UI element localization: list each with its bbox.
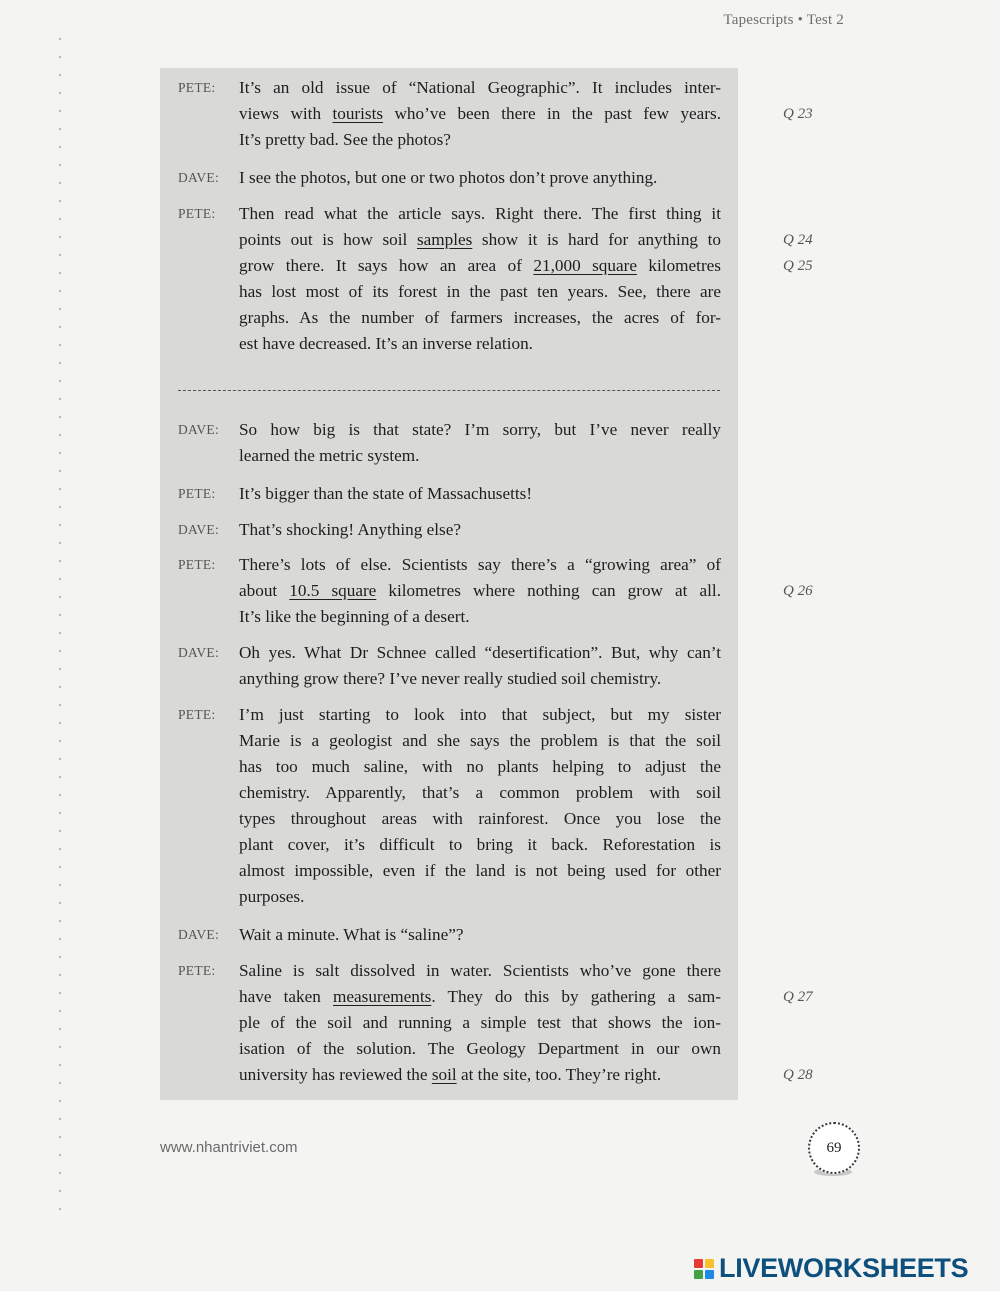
answer-underline: tourists bbox=[332, 104, 384, 123]
answer-underline: measurements bbox=[333, 987, 432, 1006]
question-reference: Q 27 bbox=[783, 989, 813, 1005]
liveworksheets-brand[interactable] bbox=[694, 1253, 968, 1284]
dashed-divider bbox=[178, 390, 720, 391]
text-line: Then read what the article says. Right there. The first thing it bbox=[239, 204, 721, 223]
text-segment: views with bbox=[239, 104, 333, 123]
speaker-label: PETE: bbox=[178, 963, 216, 978]
answer-underline: 21,000 square bbox=[533, 256, 637, 275]
answer-underline: soil bbox=[431, 1065, 457, 1084]
text-line: Marie is a geologist and she says the problem is that the soil bbox=[239, 731, 721, 750]
logo-square-blue bbox=[705, 1270, 714, 1279]
running-header: Tapescripts • Test 2 bbox=[723, 12, 844, 28]
text-line: That’s shocking! Anything else? bbox=[239, 520, 461, 539]
liveworksheets-logo-icon bbox=[694, 1259, 714, 1279]
text-line bbox=[239, 101, 721, 127]
footer-url: www.nhantriviet.com bbox=[160, 1139, 298, 1156]
text-segment: grow there. It says how an area of bbox=[239, 256, 534, 275]
text-line: plant cover, it’s difficult to bring it back. Reforestation is bbox=[239, 835, 721, 854]
speaker-label: DAVE: bbox=[178, 170, 220, 185]
text-segment: university has reviewed the bbox=[239, 1065, 432, 1084]
text-line: types throughout areas with rainforest. Once you lose the bbox=[239, 809, 721, 828]
text-line: ple of the soil and running a simple test that shows the ion- bbox=[239, 1013, 721, 1032]
text-line: I’m just starting to look into that subject, but my sister bbox=[239, 705, 721, 724]
text-line bbox=[239, 1062, 721, 1088]
question-reference: Q 23 bbox=[783, 106, 813, 122]
question-reference: Q 25 bbox=[783, 258, 813, 274]
text-segment: show it is hard for anything to bbox=[472, 230, 721, 249]
speaker-label: DAVE: bbox=[178, 927, 220, 942]
text-line: chemistry. Apparently, that’s a common problem with soil bbox=[239, 783, 721, 802]
text-segment: have taken bbox=[239, 987, 334, 1006]
text-segment: kilometres where nothing can grow at all. bbox=[376, 581, 722, 600]
text-line: has too much saline, with no plants helping to adjust the bbox=[239, 757, 721, 776]
answer-underline: 10.5 square bbox=[289, 581, 377, 600]
answer-underline: samples bbox=[416, 230, 473, 249]
text-segment: at the site, too. They’re right. bbox=[456, 1065, 662, 1084]
text-line: I see the photos, but one or two photos don’t prove anything. bbox=[239, 168, 658, 187]
text-segment: about bbox=[239, 581, 290, 600]
text-segment: . They do this by gathering a sam- bbox=[431, 987, 721, 1006]
speaker-label: DAVE: bbox=[178, 645, 220, 660]
text-segment: points out is how soil bbox=[239, 230, 417, 249]
text-line: has lost most of its forest in the past ten years. See, there are bbox=[239, 282, 721, 301]
page-number: 69 bbox=[826, 1139, 842, 1156]
text-line: anything grow there? I’ve never really studied soil chemistry. bbox=[239, 669, 662, 688]
text-line: So how big is that state? I’m sorry, but I’ve never really bbox=[239, 420, 721, 439]
speaker-label: PETE: bbox=[178, 80, 216, 95]
text-line bbox=[239, 227, 721, 253]
text-line: isation of the solution. The Geology Department in our own bbox=[239, 1039, 721, 1058]
logo-square-red bbox=[694, 1259, 703, 1268]
text-segment: who’ve been there in the past few years. bbox=[383, 104, 722, 123]
text-segment: kilometres bbox=[636, 256, 721, 275]
text-line: It’s pretty bad. See the photos? bbox=[239, 130, 451, 149]
text-line: It’s bigger than the state of Massachusetts! bbox=[239, 484, 533, 503]
speaker-label: PETE: bbox=[178, 557, 216, 572]
logo-square-yellow bbox=[705, 1259, 714, 1268]
text-line: learned the metric system. bbox=[239, 446, 420, 465]
text-line: Saline is salt dissolved in water. Scientists who’ve gone there bbox=[239, 961, 721, 980]
text-line: There’s lots of else. Scientists say there’s a “growing area” of bbox=[239, 555, 721, 574]
brand-name: LIVEWORKSHEETS bbox=[719, 1253, 969, 1283]
text-line bbox=[239, 253, 721, 279]
binding-holes bbox=[58, 30, 62, 1210]
text-line: Oh yes. What Dr Schnee called “desertification”. But, why can’t bbox=[239, 643, 721, 662]
text-line: It’s an old issue of “National Geographic”. It includes inter- bbox=[239, 78, 721, 97]
speaker-label: DAVE: bbox=[178, 422, 220, 437]
text-line bbox=[239, 578, 721, 604]
text-line: graphs. As the number of farmers increases, the acres of for- bbox=[239, 308, 721, 327]
question-reference: Q 28 bbox=[783, 1067, 813, 1083]
text-line: Wait a minute. What is “saline”? bbox=[239, 925, 464, 944]
text-line: purposes. bbox=[239, 887, 305, 906]
speaker-label: PETE: bbox=[178, 486, 216, 501]
page-number-badge bbox=[808, 1122, 860, 1174]
speaker-label: DAVE: bbox=[178, 522, 220, 537]
text-line: almost impossible, even if the land is not being used for other bbox=[239, 861, 721, 880]
question-reference: Q 24 bbox=[783, 232, 813, 248]
text-line: It’s like the beginning of a desert. bbox=[239, 607, 470, 626]
text-line bbox=[239, 984, 721, 1010]
text-line: est have decreased. It’s an inverse relation. bbox=[239, 334, 533, 353]
question-reference: Q 26 bbox=[783, 583, 813, 599]
speaker-label: PETE: bbox=[178, 206, 216, 221]
speaker-label: PETE: bbox=[178, 707, 216, 722]
logo-square-green bbox=[694, 1270, 703, 1279]
